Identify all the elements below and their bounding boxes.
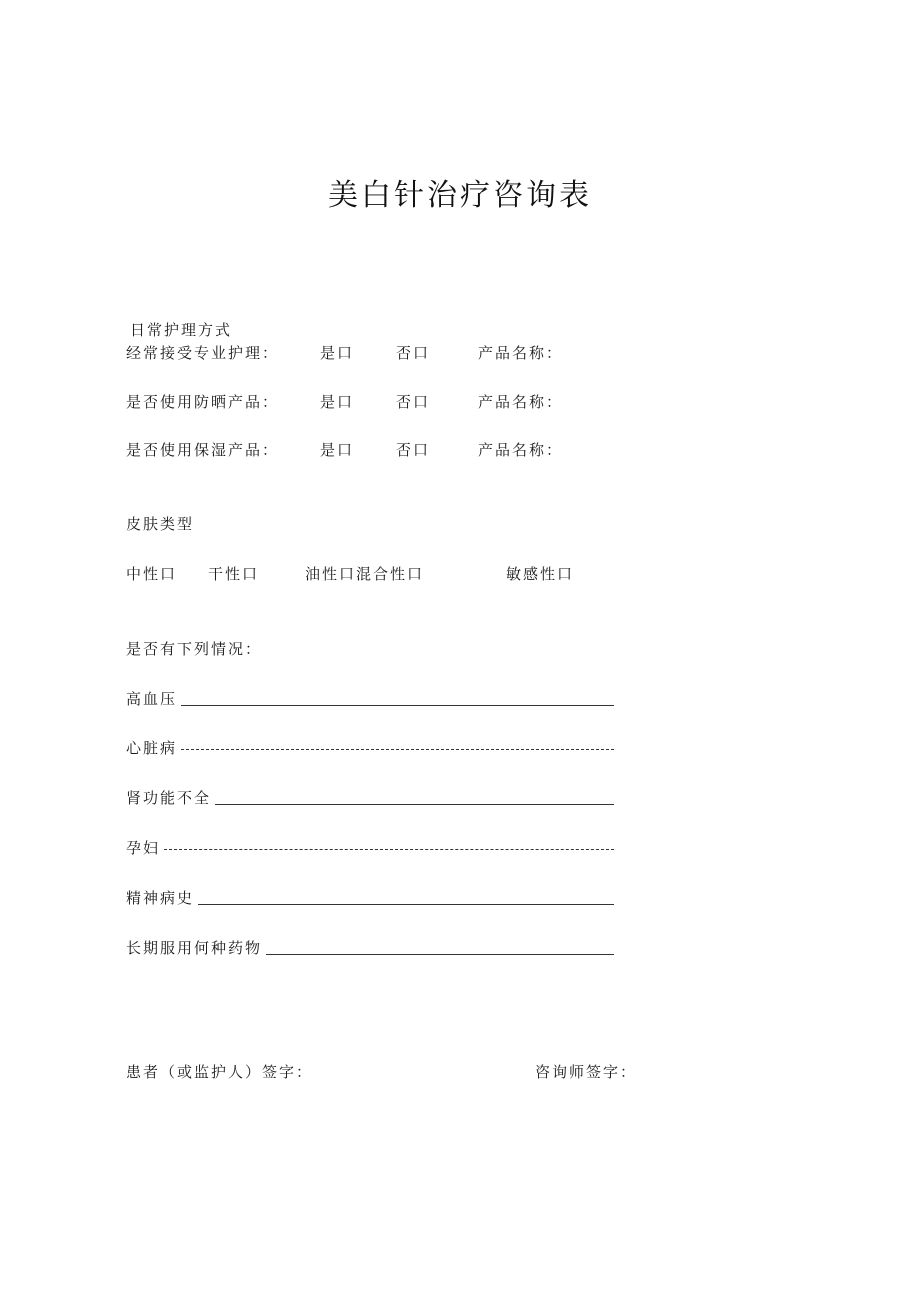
- product-name-label: 产品名称：: [478, 441, 564, 459]
- condition-input-line[interactable]: [181, 749, 614, 750]
- condition-label: 肾功能不全: [126, 789, 212, 807]
- consultant-signature-label: 咨询师签字：: [535, 1063, 638, 1081]
- no-checkbox[interactable]: 否口: [396, 344, 431, 362]
- skin-option-neutral[interactable]: 中性口: [126, 565, 178, 583]
- condition-row-hypertension: [126, 689, 614, 709]
- condition-input-line[interactable]: [215, 804, 614, 805]
- product-name-label: 产品名称：: [478, 393, 564, 411]
- no-checkbox[interactable]: 否口: [396, 441, 431, 459]
- conditions-heading: 是否有下列情况：: [126, 640, 263, 658]
- no-checkbox[interactable]: 否口: [396, 393, 431, 411]
- condition-label: 孕妇: [126, 839, 161, 857]
- condition-row-pregnancy: [126, 838, 614, 858]
- condition-row-mental-history: [126, 888, 614, 908]
- skin-type-heading: 皮肤类型: [126, 515, 195, 533]
- page-title: 美白针治疗咨询表: [328, 178, 592, 213]
- condition-row-long-term-medication: [126, 938, 614, 958]
- care-row-label: 经常接受专业护理：: [126, 344, 280, 362]
- condition-label: 心脏病: [126, 739, 178, 757]
- condition-input-line[interactable]: [164, 849, 614, 850]
- skin-option-oily-combination[interactable]: 油性口混合性口: [305, 565, 425, 583]
- condition-label: 高血压: [126, 690, 178, 708]
- condition-input-line[interactable]: [198, 904, 614, 905]
- condition-row-heart-disease: [126, 738, 614, 758]
- skin-option-dry[interactable]: 干性口: [208, 565, 260, 583]
- condition-input-line[interactable]: [181, 705, 614, 706]
- care-row-label: 是否使用防晒产品：: [126, 393, 280, 411]
- care-row-label: 是否使用保湿产品：: [126, 441, 280, 459]
- condition-label: 精神病史: [126, 889, 195, 907]
- yes-checkbox[interactable]: 是口: [320, 344, 355, 362]
- condition-input-line[interactable]: [266, 954, 614, 955]
- product-name-label: 产品名称：: [478, 344, 564, 362]
- condition-row-renal-insufficiency: [126, 788, 614, 808]
- skin-option-sensitive[interactable]: 敏感性口: [506, 565, 575, 583]
- yes-checkbox[interactable]: 是口: [320, 393, 355, 411]
- patient-signature-label: 患者（或监护人）签字：: [126, 1063, 314, 1081]
- condition-label: 长期服用何种药物: [126, 939, 263, 957]
- yes-checkbox[interactable]: 是口: [320, 441, 355, 459]
- care-heading: 日常护理方式: [130, 321, 233, 339]
